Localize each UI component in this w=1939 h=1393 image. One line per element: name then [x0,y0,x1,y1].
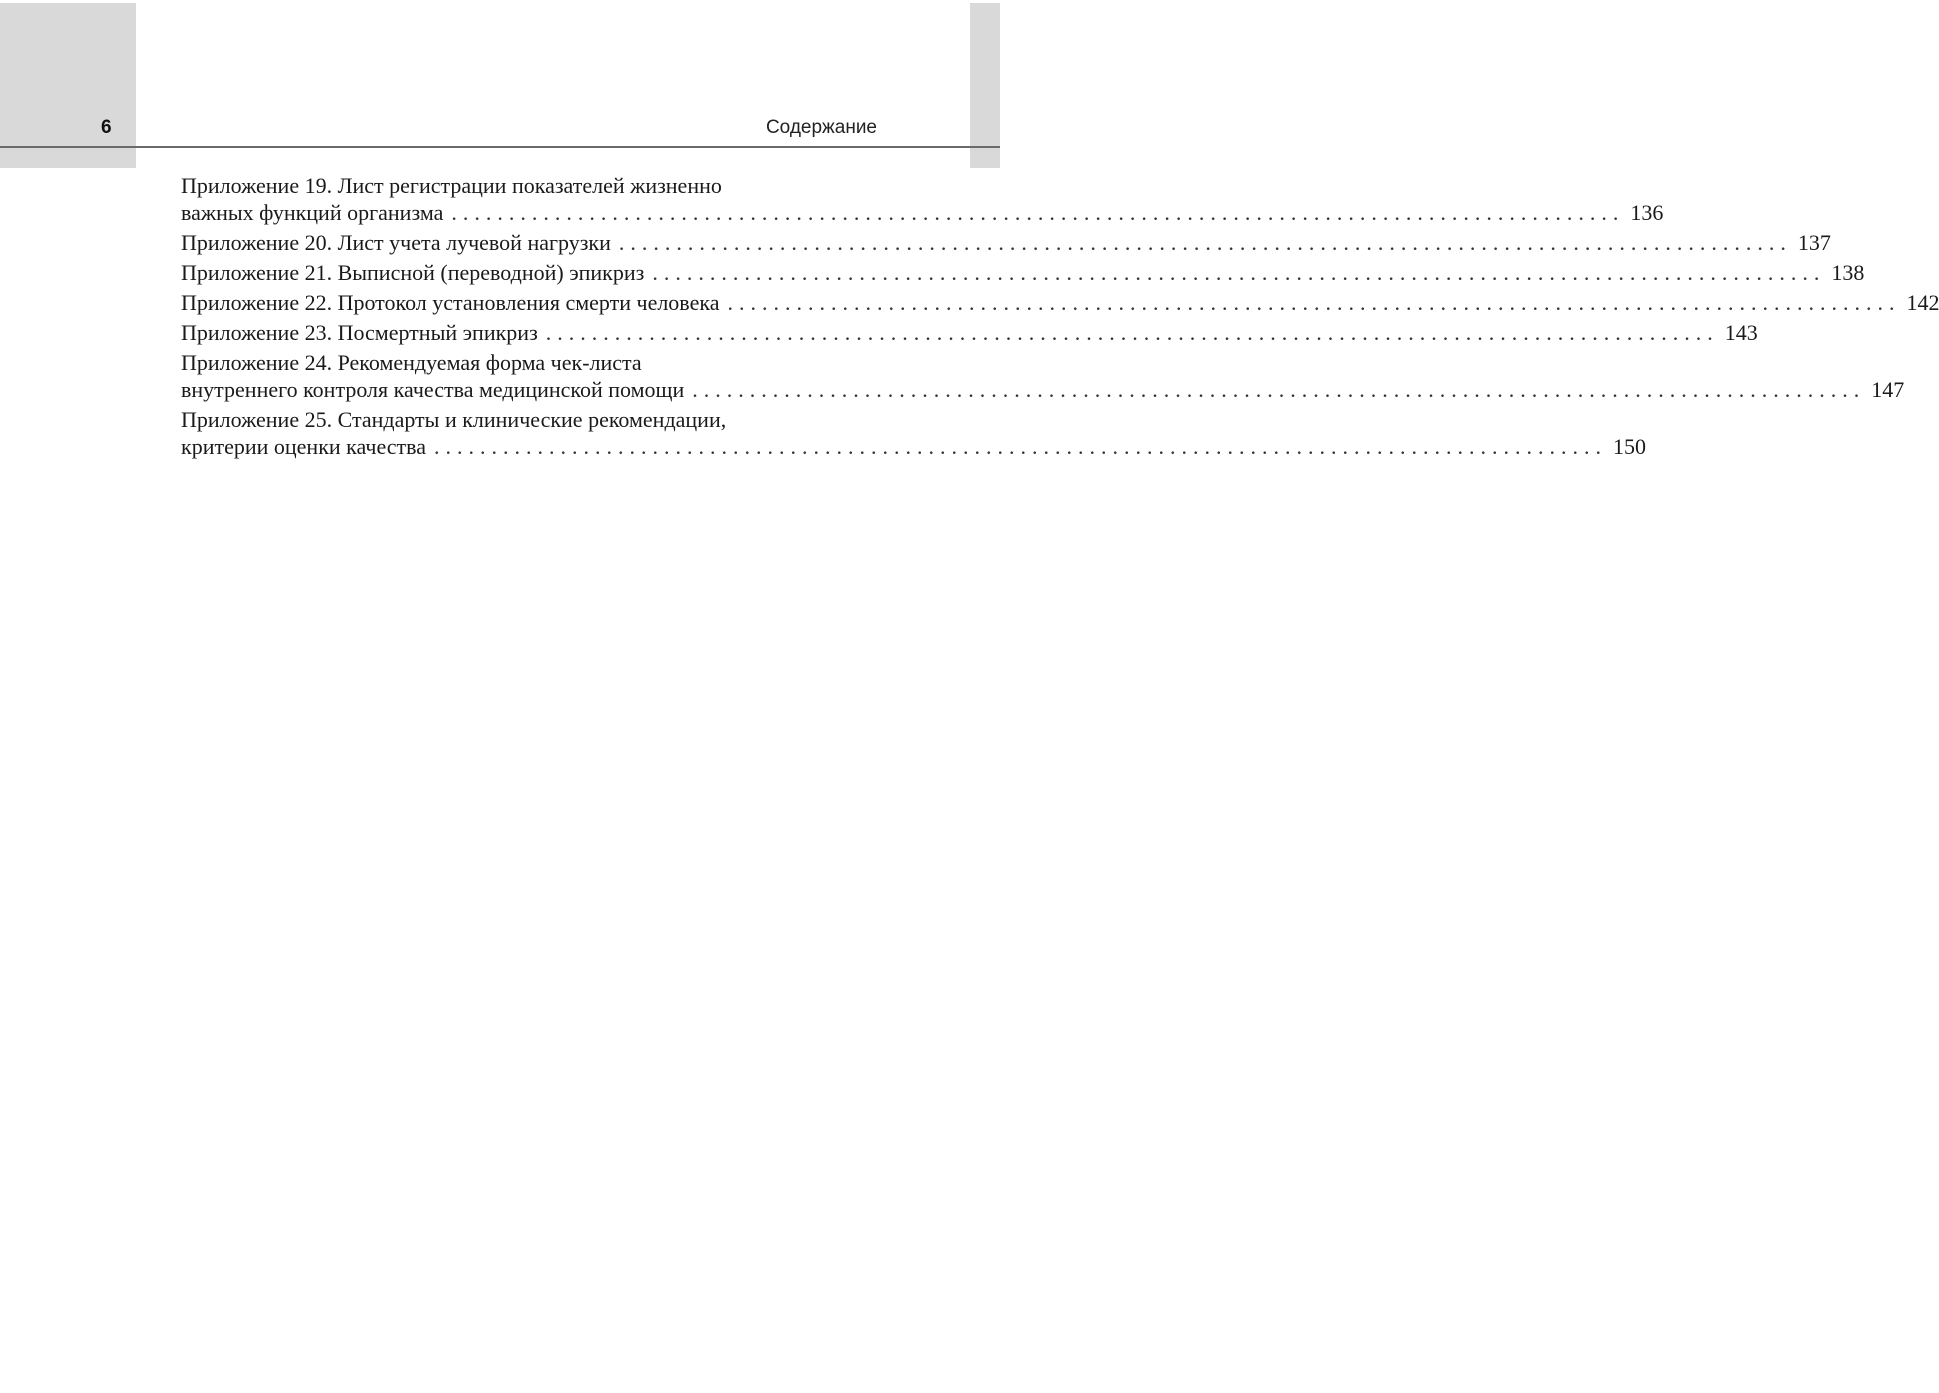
toc-entry-title: Приложение 25. Стандарты и клинические рекомендации, [181,407,727,432]
header-rule [0,146,1000,148]
toc-entry [181,259,1865,286]
left-page-tab [0,3,136,168]
toc-entry-title: важных функций организма [181,200,444,225]
toc-page-number: 143 [1724,320,1758,345]
running-header: Содержание [765,117,877,138]
toc-page-number: 150 [1613,434,1647,459]
toc-entry [181,289,1939,316]
toc-page-number: 137 [1797,230,1831,255]
toc-entry-title: Приложение 21. Выписной (переводной) эпикриз [181,260,645,285]
dot-leader: ...................................................................................................... [451,200,1625,225]
toc-entry [181,349,1905,403]
dot-leader: ...................................................................................................... [434,434,1608,459]
dot-leader: ...................................................................................................... [652,260,1826,285]
right-page-tab [970,3,1000,168]
dot-leader: ...................................................................................................... [545,320,1719,345]
toc-page-number: 142 [1906,290,1939,315]
dot-leader: ...................................................................................................... [618,230,1792,255]
toc-entry-title: Приложение 22. Протокол установления смерти человека [181,290,720,315]
toc-entry-title: Приложение 24. Рекомендуемая форма чек-листа [181,350,642,375]
toc-page-number: 138 [1831,260,1865,285]
toc-entry-title: Приложение 23. Посмертный эпикриз [181,320,538,345]
toc-entry [181,172,1664,226]
toc-entry-title: внутреннего контроля качества медицинской помощи [181,377,685,402]
toc-entry [181,319,1758,346]
page-number: 6 [101,117,112,138]
toc-entry [181,229,1831,256]
toc-entry-title: Приложение 19. Лист регистрации показателей жизненно [181,173,722,198]
toc-entry-title: критерии оценки качества [181,434,427,459]
toc-page-number: 136 [1630,200,1664,225]
toc-entry [181,406,1647,460]
dot-leader: ...................................................................................................... [692,377,1866,402]
toc-entry-title: Приложение 20. Лист учета лучевой нагрузки [181,230,611,255]
toc-page-number: 147 [1871,377,1905,402]
table-of-contents [181,172,1939,463]
dot-leader: ...................................................................................................... [727,290,1901,315]
